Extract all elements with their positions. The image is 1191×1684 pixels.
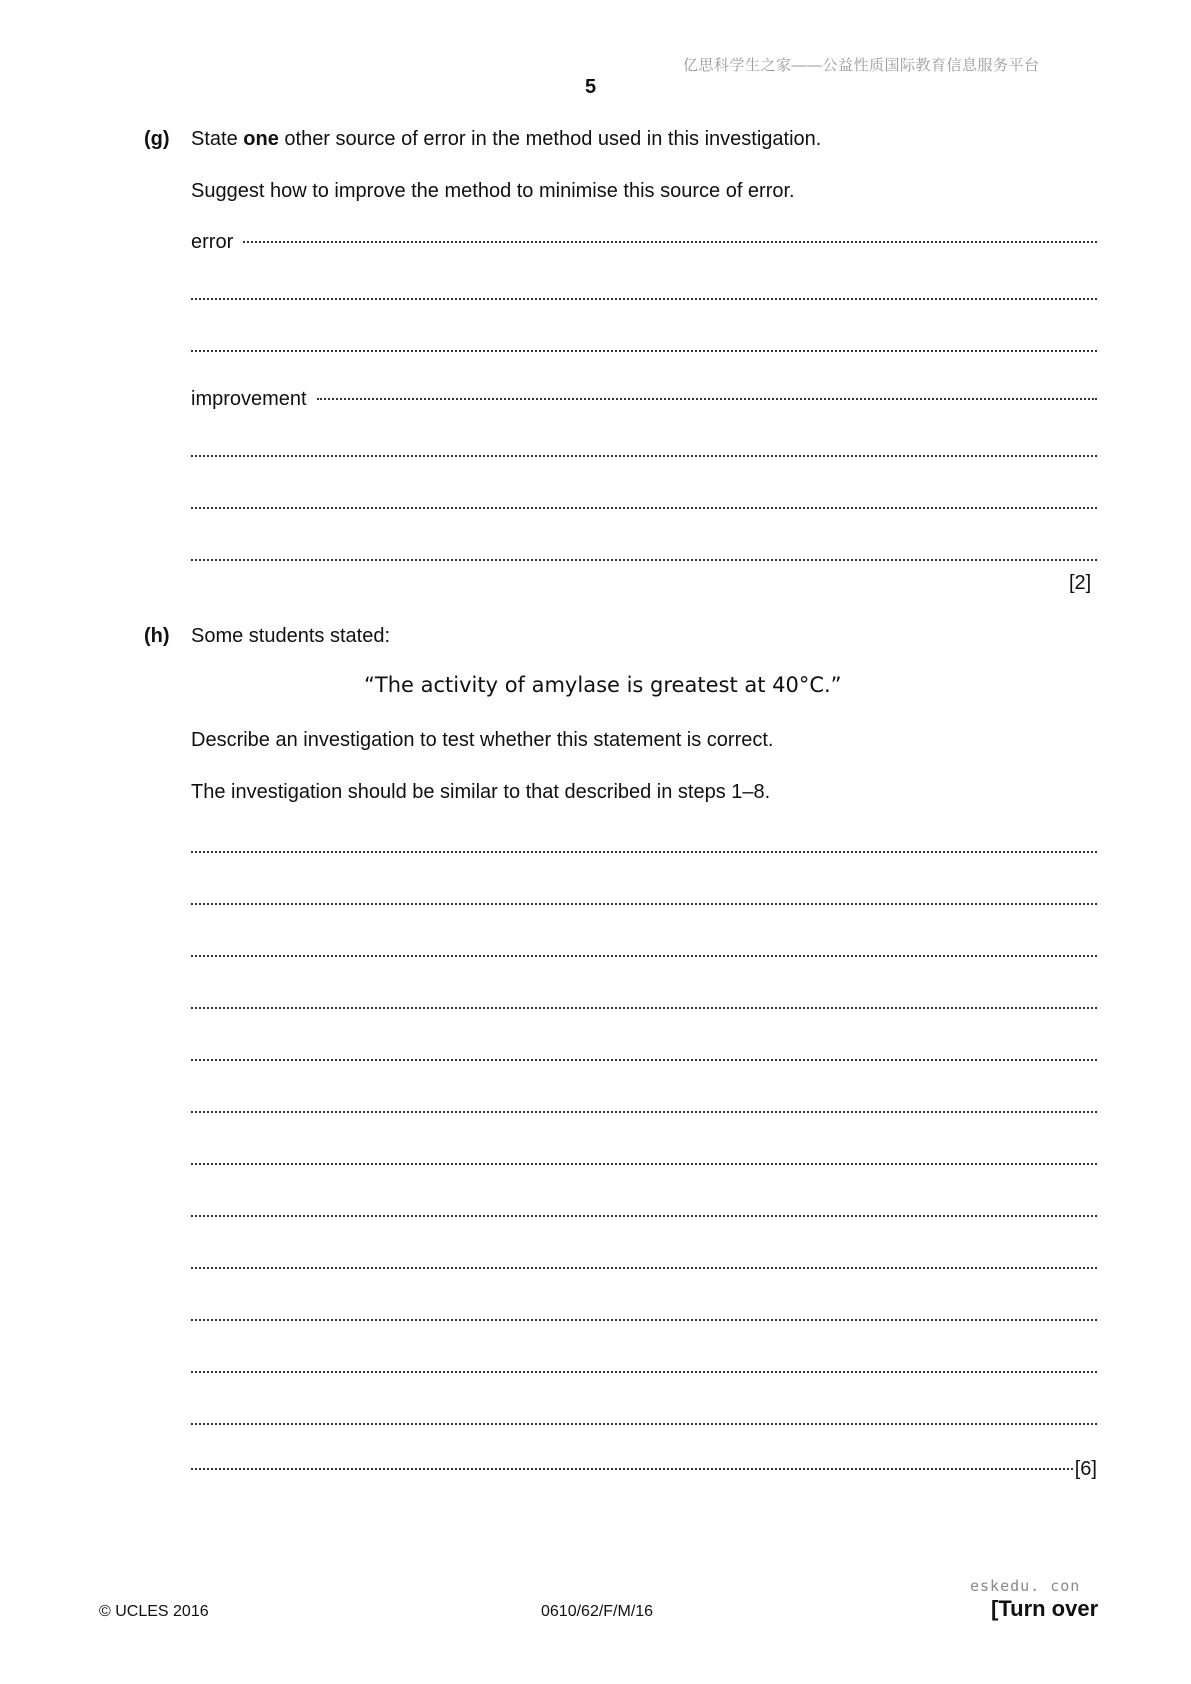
question-h-instruction-2: The investigation should be similar to that described in steps 1–8. [191, 781, 771, 803]
question-g-line1-post: other source of error in the method used in this investigation. [278, 128, 822, 150]
question-g-line1-pre: State [191, 128, 244, 150]
question-h-intro: Some students stated: [191, 625, 391, 647]
watermark-header: 亿思科学生之家——公益性质国际教育信息服务平台 [683, 57, 1040, 74]
copyright: © UCLES 2016 [99, 1603, 209, 1620]
answer-line[interactable] [191, 1007, 1097, 1009]
answer-line[interactable] [191, 851, 1097, 853]
improvement-fill[interactable] [317, 398, 1097, 400]
improvement-label: improvement [191, 388, 307, 410]
marks-g: [2] [1069, 572, 1092, 594]
question-g-label: (g) [144, 128, 170, 150]
answer-line[interactable] [191, 350, 1097, 352]
answer-line[interactable] [191, 1111, 1097, 1113]
error-fill[interactable] [243, 241, 1097, 243]
marks-h: [6] [1074, 1458, 1097, 1480]
improvement-answer-line[interactable] [191, 388, 1097, 411]
page-number: 5 [585, 76, 597, 98]
answer-line[interactable] [191, 507, 1097, 509]
question-h-label: (h) [144, 625, 170, 647]
error-answer-line[interactable] [191, 231, 1097, 254]
paper-code: 0610/62/F/M/16 [541, 1603, 654, 1620]
question-g-emphasis: one [243, 128, 279, 150]
turn-over: [Turn over [991, 1596, 1099, 1621]
question-h-instruction-1: Describe an investigation to test whether this statement is correct. [191, 729, 774, 751]
answer-line[interactable] [191, 955, 1097, 957]
final-answer-line[interactable] [191, 1458, 1097, 1481]
answer-line[interactable] [191, 1423, 1097, 1425]
answer-line[interactable] [191, 1267, 1097, 1269]
answer-line[interactable] [191, 455, 1097, 457]
site-watermark: eskedu. con [970, 1577, 1081, 1595]
answer-line[interactable] [191, 559, 1097, 561]
answer-line[interactable] [191, 903, 1097, 905]
answer-line[interactable] [191, 1319, 1097, 1321]
question-g-line1 [191, 128, 821, 151]
student-quote: “The activity of amylase is greatest at 40°C.” [364, 673, 842, 697]
answer-line[interactable] [191, 298, 1097, 300]
error-label: error [191, 231, 234, 253]
answer-line[interactable] [191, 1215, 1097, 1217]
answer-line[interactable] [191, 1371, 1097, 1373]
question-g-line2: Suggest how to improve the method to minimise this source of error. [191, 180, 795, 202]
final-fill[interactable] [191, 1468, 1073, 1470]
answer-line[interactable] [191, 1059, 1097, 1061]
answer-line[interactable] [191, 1163, 1097, 1165]
